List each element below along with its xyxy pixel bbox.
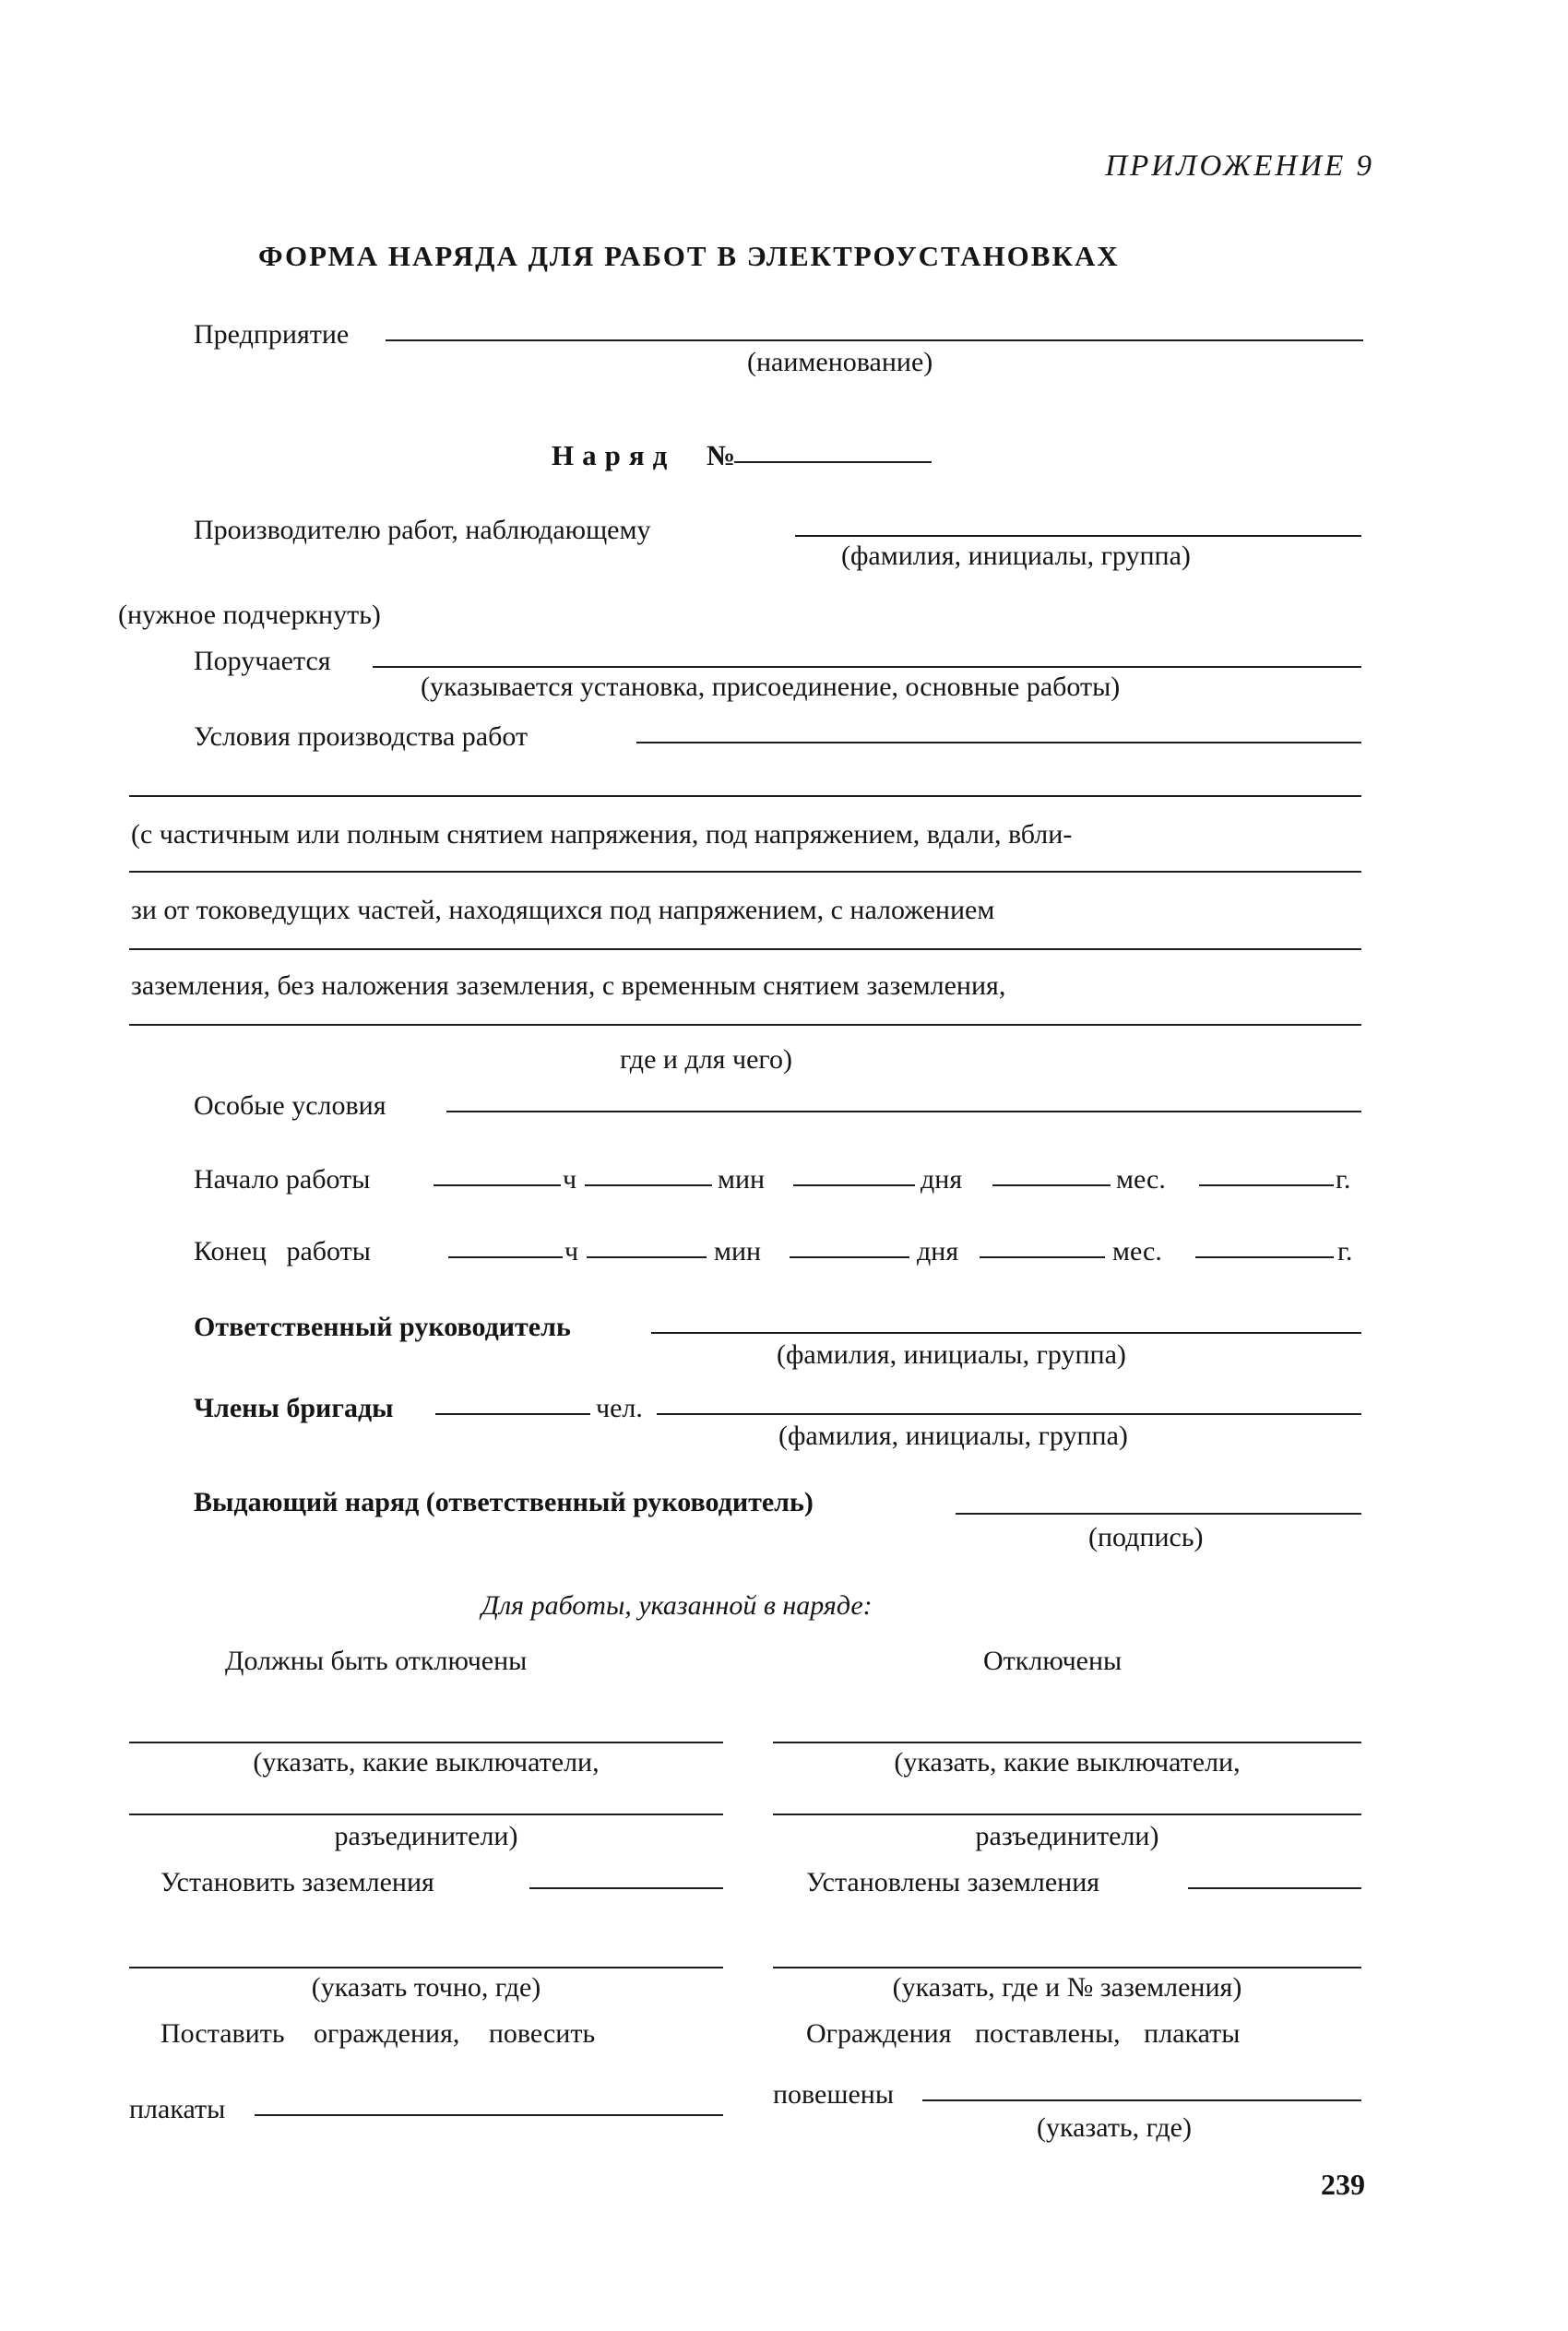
end-hour-field[interactable] — [448, 1256, 563, 1258]
day-unit: дня — [921, 1164, 963, 1195]
left-switch-hint-cont: разъединители) — [334, 1821, 518, 1851]
conditions-label: Условия производства работ — [194, 721, 529, 752]
right-hung-hint: (указать, где) — [1037, 2112, 1192, 2143]
end-day-field[interactable] — [790, 1256, 909, 1258]
enterprise-label: Предприятие — [194, 319, 350, 350]
issuer-hint: (подпись) — [1088, 1522, 1204, 1552]
conditions-hint-line: (с частичным или полным снятием напряжения, под напряжением, вдали, вбли- — [131, 819, 1073, 850]
order-number-sign: № — [707, 439, 736, 471]
right-hung-field[interactable] — [922, 2099, 1361, 2101]
issuer-label: Выдающий наряд (ответственный руководитель) — [194, 1487, 814, 1517]
conditions-blank-line[interactable] — [129, 795, 1361, 797]
minute-unit: мин — [714, 1236, 762, 1267]
left-switch-hint: (указать, какие выключатели, — [253, 1747, 600, 1778]
conditions-field[interactable] — [636, 742, 1361, 743]
right-grounding-hint: (указать, где и № заземления) — [892, 1972, 1242, 2003]
start-month-field[interactable] — [992, 1184, 1111, 1186]
month-unit: мес. — [1112, 1236, 1162, 1267]
responsible-field[interactable] — [651, 1332, 1361, 1334]
start-day-field[interactable] — [793, 1184, 915, 1186]
right-grounding-place-field[interactable] — [773, 1967, 1361, 1968]
enterprise-field[interactable] — [386, 339, 1363, 341]
end-year-field[interactable] — [1195, 1256, 1334, 1258]
left-grounding-label: Установить заземления — [160, 1867, 434, 1897]
conditions-hint-line: зи от токоведущих частей, находящихся под напряжением, с наложением — [131, 895, 995, 925]
right-switches-field[interactable] — [773, 1742, 1361, 1743]
crew-label: Члены бригады — [194, 1393, 394, 1423]
left-posters-field[interactable] — [255, 2114, 723, 2116]
right-grounding-label: Установлены заземления — [806, 1867, 1100, 1897]
crew-members-field[interactable] — [657, 1413, 1361, 1415]
foreman-label: Производителю работ, наблюдающему — [194, 515, 651, 545]
appendix-label: ПРИЛОЖЕНИЕ 9 — [1105, 149, 1374, 183]
hour-unit: ч — [564, 1236, 579, 1267]
crew-unit: чел. — [596, 1393, 643, 1423]
conditions-blank-line[interactable] — [129, 1024, 1361, 1026]
underline-note: (нужное подчеркнуть) — [118, 600, 381, 630]
month-unit: мес. — [1116, 1164, 1166, 1195]
right-switch-hint: (указать, какие выключатели, — [894, 1747, 1241, 1778]
crew-count-field[interactable] — [435, 1413, 590, 1415]
responsible-hint: (фамилия, инициалы, группа) — [777, 1339, 1126, 1370]
end-minute-field[interactable] — [587, 1256, 707, 1258]
start-label: Начало работы — [194, 1164, 371, 1195]
issuer-signature-field[interactable] — [956, 1513, 1361, 1515]
left-grounding-place-field[interactable] — [129, 1967, 723, 1968]
special-field[interactable] — [446, 1111, 1361, 1112]
start-hour-field[interactable] — [434, 1184, 561, 1186]
right-heading: Отключены — [983, 1646, 1123, 1676]
conditions-hint-line: где и для чего) — [620, 1044, 792, 1075]
start-minute-field[interactable] — [585, 1184, 712, 1186]
page-number: 239 — [1321, 2168, 1365, 2201]
left-fence-label: Поставить ограждения, повесить — [160, 2018, 596, 2049]
left-switches-field[interactable] — [129, 1742, 723, 1743]
end-month-field[interactable] — [980, 1256, 1105, 1258]
assigned-label: Поручается — [194, 646, 331, 676]
left-posters-label: плакаты — [129, 2094, 226, 2124]
conditions-hint-line: заземления, без наложения заземления, с временным снятием заземления, — [131, 970, 1006, 1001]
conditions-blank-line[interactable] — [129, 948, 1361, 950]
right-switch-hint-cont: разъединители) — [975, 1821, 1159, 1851]
assigned-hint: (указывается установка, присоединение, основные работы) — [421, 672, 1121, 702]
conditions-blank-line[interactable] — [129, 871, 1361, 873]
order-label: Наряд — [552, 439, 676, 471]
left-grounding-hint: (указать точно, где) — [311, 1972, 541, 2003]
year-unit: г. — [1337, 1236, 1353, 1267]
minute-unit: мин — [718, 1164, 766, 1195]
left-disconnectors-field[interactable] — [129, 1814, 723, 1815]
left-grounding-field[interactable] — [529, 1887, 723, 1889]
form-title: ФОРМА НАРЯДА ДЛЯ РАБОТ В ЭЛЕКТРОУСТАНОВКАХ — [258, 240, 1120, 272]
foreman-field[interactable] — [795, 535, 1361, 537]
year-unit: г. — [1336, 1164, 1351, 1195]
start-year-field[interactable] — [1199, 1184, 1334, 1186]
enterprise-hint: (наименование) — [747, 347, 933, 377]
order-number-field[interactable] — [734, 461, 932, 463]
right-disconnectors-field[interactable] — [773, 1814, 1361, 1815]
right-fence-label: Ограждения поставлены, плакаты — [806, 2018, 1241, 2049]
hour-unit: ч — [563, 1164, 577, 1195]
assigned-field[interactable] — [373, 666, 1361, 668]
right-hung-label: повешены — [773, 2079, 894, 2110]
right-grounding-field[interactable] — [1188, 1887, 1361, 1889]
work-section-title: Для работы, указанной в наряде: — [481, 1590, 873, 1621]
foreman-hint: (фамилия, инициалы, группа) — [841, 541, 1191, 571]
left-heading: Должны быть отключены — [225, 1646, 528, 1676]
special-label: Особые условия — [194, 1090, 386, 1121]
end-label: Конец работы — [194, 1236, 371, 1267]
day-unit: дня — [917, 1236, 959, 1267]
responsible-label: Ответственный руководитель — [194, 1312, 571, 1342]
crew-hint: (фамилия, инициалы, группа) — [778, 1421, 1128, 1451]
